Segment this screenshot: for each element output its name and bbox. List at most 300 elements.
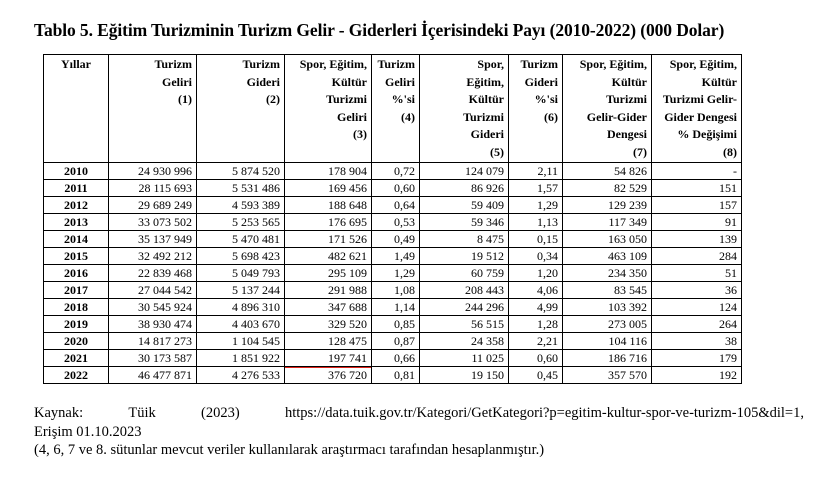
cell-value: 2019	[64, 317, 88, 331]
source-year: (2023)	[201, 405, 240, 421]
column-header-line: Spor,	[477, 57, 504, 71]
cell-value: 291 988	[328, 283, 367, 297]
table-cell	[509, 163, 563, 180]
table-cell	[420, 333, 509, 350]
table-cell	[109, 180, 197, 197]
table-cell	[197, 282, 285, 299]
column-header-line: Gelir-Gider	[586, 109, 647, 124]
cell-value: 91	[725, 215, 737, 229]
cell-value: 4 593 389	[232, 198, 280, 212]
table-cell	[197, 316, 285, 333]
cell-value: 329 520	[328, 317, 367, 331]
table-cell	[109, 367, 197, 384]
column-header-years	[44, 55, 109, 163]
table-cell	[652, 214, 742, 231]
column-header-balance	[563, 55, 652, 163]
table-cell	[197, 248, 285, 265]
column-header-income-share	[372, 55, 420, 163]
cell-value: 4 896 310	[232, 300, 280, 314]
column-header-line: Turizm	[377, 57, 415, 71]
year-cell	[44, 299, 109, 316]
cell-value: 0,45	[537, 368, 558, 382]
column-header-tourism-expense	[197, 55, 285, 163]
cell-value: 19 512	[471, 249, 504, 263]
table-cell	[285, 248, 372, 265]
cell-value: 129 239	[608, 198, 647, 212]
table-cell	[285, 333, 372, 350]
cell-value: 1,57	[537, 181, 558, 195]
column-header-expense-share	[509, 55, 563, 163]
cell-value: 1 851 922	[232, 351, 280, 365]
cell-value: 188 648	[328, 198, 367, 212]
table-cell	[509, 367, 563, 384]
table-cell	[372, 265, 420, 282]
table-cell	[509, 180, 563, 197]
cell-value: 192	[719, 368, 737, 382]
cell-value: 33 073 502	[138, 215, 192, 229]
cell-value: 0,81	[394, 368, 415, 382]
cell-value: 169 456	[328, 181, 367, 195]
cell-value: 1,14	[394, 300, 415, 314]
cell-value: 186 716	[608, 351, 647, 365]
column-header-line: Turizmi	[463, 109, 504, 124]
table-cell	[109, 282, 197, 299]
table-cell	[652, 367, 742, 384]
cell-value: 2012	[64, 198, 88, 212]
cell-value: 14 817 273	[138, 334, 192, 348]
column-header-line: (3)	[353, 127, 367, 141]
table-cell	[197, 231, 285, 248]
cell-value: 5 049 793	[232, 266, 280, 280]
table-cell	[372, 367, 420, 384]
table-cell	[509, 197, 563, 214]
cell-value: 56 515	[471, 317, 504, 331]
table-cell	[372, 316, 420, 333]
table-cell	[109, 197, 197, 214]
cell-value: 5 874 520	[232, 164, 280, 178]
table-title: Tablo 5. Eğitim Turizminin Turizm Gelir - Giderleri İçerisindeki Payı (2010-2022) (000 Dolar)	[34, 20, 725, 40]
table-cell	[420, 282, 509, 299]
column-header-line: Yıllar	[61, 57, 91, 71]
year-cell	[44, 333, 109, 350]
table-cell	[420, 350, 509, 367]
year-cell	[44, 316, 109, 333]
column-header-line: (1)	[178, 92, 192, 106]
cell-value: 376 720	[328, 368, 367, 382]
table-row	[44, 333, 742, 350]
table-cell	[109, 248, 197, 265]
table-row	[44, 231, 742, 248]
cell-value: 117 349	[608, 215, 647, 229]
table-cell	[652, 265, 742, 282]
table-cell	[509, 214, 563, 231]
year-cell	[44, 248, 109, 265]
table-cell	[509, 350, 563, 367]
cell-value: 0,66	[394, 351, 415, 365]
cell-value: 35 137 949	[138, 232, 192, 246]
table-cell	[652, 316, 742, 333]
table-cell	[420, 367, 509, 384]
table-cell	[652, 197, 742, 214]
column-header-line: Turizm	[520, 57, 558, 71]
table-cell	[372, 350, 420, 367]
cell-value: 2,21	[537, 334, 558, 348]
table-cell	[652, 333, 742, 350]
source-org: Tüik	[128, 405, 156, 421]
cell-value: 2014	[64, 232, 88, 246]
year-cell	[44, 163, 109, 180]
cell-value: 82 529	[614, 181, 647, 195]
column-header-line: Kültür	[611, 74, 647, 89]
cell-value: 2022	[64, 368, 88, 382]
cell-value: 234 350	[608, 266, 647, 280]
cell-value: 0,85	[394, 317, 415, 331]
table-cell	[509, 248, 563, 265]
table-cell	[372, 163, 420, 180]
table-cell	[372, 282, 420, 299]
column-header-line: Spor, Eğitim,	[579, 57, 647, 71]
table-cell	[652, 282, 742, 299]
cell-value: 30 545 924	[138, 300, 192, 314]
table-cell	[285, 299, 372, 316]
cell-value: 0,60	[394, 181, 415, 195]
cell-value: 197 741	[328, 351, 367, 365]
table-row	[44, 248, 742, 265]
table-cell	[652, 248, 742, 265]
table-cell	[285, 350, 372, 367]
cell-value: 264	[719, 317, 737, 331]
cell-value: 24 358	[471, 334, 504, 348]
cell-value: 1,13	[537, 215, 558, 229]
cell-value: 244 296	[465, 300, 504, 314]
cell-value: 1,49	[394, 249, 415, 263]
cell-value: 24 930 996	[138, 164, 192, 178]
table-cell	[285, 163, 372, 180]
table-cell	[109, 333, 197, 350]
cell-value: 54 826	[614, 164, 647, 178]
table-row	[44, 299, 742, 316]
table-cell	[509, 299, 563, 316]
column-header-line: Turizm	[154, 57, 192, 71]
cell-value: 463 109	[608, 249, 647, 263]
table-cell	[652, 350, 742, 367]
year-cell	[44, 367, 109, 384]
source-label: Kaynak:	[34, 405, 84, 421]
year-cell	[44, 231, 109, 248]
table-cell	[109, 231, 197, 248]
table-row	[44, 367, 742, 384]
year-cell	[44, 282, 109, 299]
cell-value: 38 930 474	[138, 317, 192, 331]
table-cell	[652, 231, 742, 248]
cell-value: 0,60	[537, 351, 558, 365]
table-cell	[109, 350, 197, 367]
column-header-line: Kültür	[468, 92, 504, 106]
column-header-edu-tourism-income	[285, 55, 372, 163]
table-cell	[420, 180, 509, 197]
cell-value: 2011	[64, 181, 88, 195]
cell-value: 1,08	[394, 283, 415, 297]
cell-value: 5 253 565	[232, 215, 280, 229]
table-cell	[420, 197, 509, 214]
column-header-line: Turizmi	[326, 92, 367, 106]
table-cell	[563, 214, 652, 231]
column-header-line: (7)	[633, 144, 647, 159]
cell-value: 208 443	[465, 283, 504, 297]
table-cell	[285, 180, 372, 197]
column-header-line: Eğitim,	[466, 74, 504, 89]
year-cell	[44, 197, 109, 214]
table-row	[44, 163, 742, 180]
table-cell	[197, 350, 285, 367]
cell-value: 27 044 542	[138, 283, 192, 297]
table-row	[44, 214, 742, 231]
cell-value: 5 531 486	[232, 181, 280, 195]
year-cell	[44, 350, 109, 367]
table-cell	[197, 299, 285, 316]
column-header-line: Geliri	[385, 74, 415, 89]
table-cell	[563, 180, 652, 197]
header-row	[44, 55, 742, 163]
cell-value: 157	[719, 198, 737, 212]
table-cell	[109, 214, 197, 231]
cell-value: 1,28	[537, 317, 558, 331]
cell-value: 1,29	[537, 198, 558, 212]
cell-value: -	[733, 164, 737, 178]
table-cell	[197, 180, 285, 197]
table-row	[44, 282, 742, 299]
column-header-line: Dengesi	[607, 127, 647, 141]
year-cell	[44, 214, 109, 231]
cell-value: 284	[719, 249, 737, 263]
column-header-line: (8)	[723, 144, 737, 159]
table-cell	[285, 214, 372, 231]
cell-value: 124 079	[465, 164, 504, 178]
table-cell	[509, 333, 563, 350]
table-cell	[372, 214, 420, 231]
column-header-line: Geliri	[337, 109, 367, 124]
cell-value: 19 150	[471, 368, 504, 382]
column-header-line: %'si	[391, 92, 415, 106]
cell-value: 2,11	[537, 164, 558, 178]
table-cell	[563, 248, 652, 265]
table-cell	[420, 248, 509, 265]
cell-value: 176 695	[328, 215, 367, 229]
column-header-line: (6)	[544, 109, 558, 124]
highlighted-cell	[285, 367, 372, 384]
cell-value: 8 475	[477, 232, 504, 246]
cell-value: 295 109	[328, 266, 367, 280]
cell-value: 36	[725, 283, 737, 297]
table-cell	[509, 265, 563, 282]
cell-value: 151	[719, 181, 737, 195]
cell-value: 59 409	[471, 198, 504, 212]
column-header-edu-tourism-expense	[420, 55, 509, 163]
cell-value: 1 104 545	[232, 334, 280, 348]
cell-value: 0,15	[537, 232, 558, 246]
table-row	[44, 265, 742, 282]
cell-value: 347 688	[328, 300, 367, 314]
table-cell	[197, 163, 285, 180]
table-cell	[109, 163, 197, 180]
table-row	[44, 350, 742, 367]
cell-value: 32 492 212	[138, 249, 192, 263]
table-cell	[285, 265, 372, 282]
column-header-line: Turizmi Gelir-	[662, 92, 737, 106]
table-cell	[563, 333, 652, 350]
table-cell	[509, 316, 563, 333]
cell-value: 28 115 693	[138, 181, 192, 195]
source-url[interactable]: https://data.tuik.gov.tr/Kategori/GetKategori?p=egitim-kultur-spor-ve-turizm-105&dil=1,	[284, 405, 804, 421]
table-cell	[420, 265, 509, 282]
cell-value: 4 276 533	[232, 368, 280, 382]
cell-value: 273 005	[608, 317, 647, 331]
column-header-line: %'si	[534, 92, 558, 106]
cell-value: 0,72	[394, 164, 415, 178]
table-cell	[509, 282, 563, 299]
cell-value: 0,49	[394, 232, 415, 246]
table-cell	[420, 299, 509, 316]
cell-value: 22 839 468	[138, 266, 192, 280]
table-cell	[285, 282, 372, 299]
table-cell	[197, 214, 285, 231]
cell-value: 60 759	[471, 266, 504, 280]
table-cell	[563, 231, 652, 248]
table-cell	[372, 248, 420, 265]
table-row	[44, 180, 742, 197]
table-cell	[420, 214, 509, 231]
column-header-line: Kültür	[701, 74, 737, 89]
table-cell	[109, 265, 197, 282]
column-header-line: (5)	[490, 144, 504, 159]
cell-value: 46 477 871	[138, 368, 192, 382]
cell-value: 30 173 587	[138, 351, 192, 365]
table-cell	[197, 333, 285, 350]
table-cell	[563, 367, 652, 384]
table-cell	[652, 299, 742, 316]
column-header-line: (4)	[401, 109, 415, 124]
cell-value: 128 475	[328, 334, 367, 348]
cell-value: 29 689 249	[138, 198, 192, 212]
column-header-tourism-income	[109, 55, 197, 163]
cell-value: 4 403 670	[232, 317, 280, 331]
cell-value: 59 346	[471, 215, 504, 229]
table-cell	[285, 197, 372, 214]
cell-value: 5 137 244	[232, 283, 280, 297]
column-header-line: Gideri	[524, 74, 558, 89]
column-header-line: Spor, Eğitim,	[299, 57, 367, 71]
table-cell	[563, 163, 652, 180]
table-cell	[420, 316, 509, 333]
cell-value: 83 545	[614, 283, 647, 297]
cell-value: 2015	[64, 249, 88, 263]
table-cell	[509, 231, 563, 248]
cell-value: 103 392	[608, 300, 647, 314]
cell-value: 179	[719, 351, 737, 365]
table-cell	[563, 299, 652, 316]
column-header-line: % Değişimi	[677, 127, 737, 141]
table-cell	[372, 333, 420, 350]
year-cell	[44, 265, 109, 282]
column-header-line: (2)	[266, 92, 280, 106]
cell-value: 1,29	[394, 266, 415, 280]
table-cell	[563, 282, 652, 299]
cell-value: 51	[725, 266, 737, 280]
cell-value: 2016	[64, 266, 88, 280]
column-header-line: Kültür	[331, 74, 367, 89]
cell-value: 178 904	[328, 164, 367, 178]
column-header-line: Gider Dengesi	[664, 109, 737, 124]
table-body	[44, 163, 742, 384]
cell-value: 139	[719, 232, 737, 246]
cell-value: 4,99	[537, 300, 558, 314]
cell-value: 2013	[64, 215, 88, 229]
methodology-note: (4, 6, 7 ve 8. sütunlar mevcut veriler kullanılarak araştırmacı tarafından hesaplanmıştır.)	[34, 442, 545, 458]
cell-value: 357 570	[608, 368, 647, 382]
table-cell	[563, 265, 652, 282]
table-cell	[372, 231, 420, 248]
table-cell	[372, 180, 420, 197]
table-cell	[420, 163, 509, 180]
column-header-balance-change	[652, 55, 742, 163]
cell-value: 38	[725, 334, 737, 348]
table-cell	[563, 316, 652, 333]
table-row	[44, 197, 742, 214]
cell-value: 86 926	[471, 181, 504, 195]
cell-value: 0,87	[394, 334, 415, 348]
table-cell	[372, 299, 420, 316]
table-cell	[197, 197, 285, 214]
cell-value: 482 621	[328, 249, 367, 263]
cell-value: 163 050	[608, 232, 647, 246]
cell-value: 2020	[64, 334, 88, 348]
table-cell	[197, 367, 285, 384]
cell-value: 0,64	[394, 198, 415, 212]
cell-value: 5 470 481	[232, 232, 280, 246]
cell-value: 2017	[64, 283, 88, 297]
column-header-line: Turizm	[242, 57, 280, 71]
source-citation	[34, 404, 804, 442]
access-date: Erişim 01.10.2023	[34, 424, 142, 440]
cell-value: 0,53	[394, 215, 415, 229]
table-cell	[372, 197, 420, 214]
cell-value: 5 698 423	[232, 249, 280, 263]
column-header-line: Turizmi	[606, 92, 647, 106]
cell-value: 104 116	[608, 334, 647, 348]
cell-value: 171 526	[328, 232, 367, 246]
cell-value: 2021	[64, 351, 88, 365]
table-cell	[652, 180, 742, 197]
column-header-line: Gideri	[470, 127, 504, 141]
table-cell	[197, 265, 285, 282]
table-row	[44, 316, 742, 333]
table-cell	[420, 231, 509, 248]
cell-value: 2010	[64, 164, 88, 178]
table-cell	[285, 231, 372, 248]
cell-value: 0,34	[537, 249, 558, 263]
table-cell	[285, 316, 372, 333]
column-header-line: Geliri	[162, 74, 192, 89]
table-cell	[563, 350, 652, 367]
cell-value: 11 025	[471, 351, 504, 365]
cell-value: 4,06	[537, 283, 558, 297]
table-cell	[563, 197, 652, 214]
cell-value: 124	[719, 300, 737, 314]
cell-value: 1,20	[537, 266, 558, 280]
data-table	[43, 54, 742, 384]
cell-value: 2018	[64, 300, 88, 314]
column-header-line: Spor, Eğitim,	[669, 57, 737, 71]
